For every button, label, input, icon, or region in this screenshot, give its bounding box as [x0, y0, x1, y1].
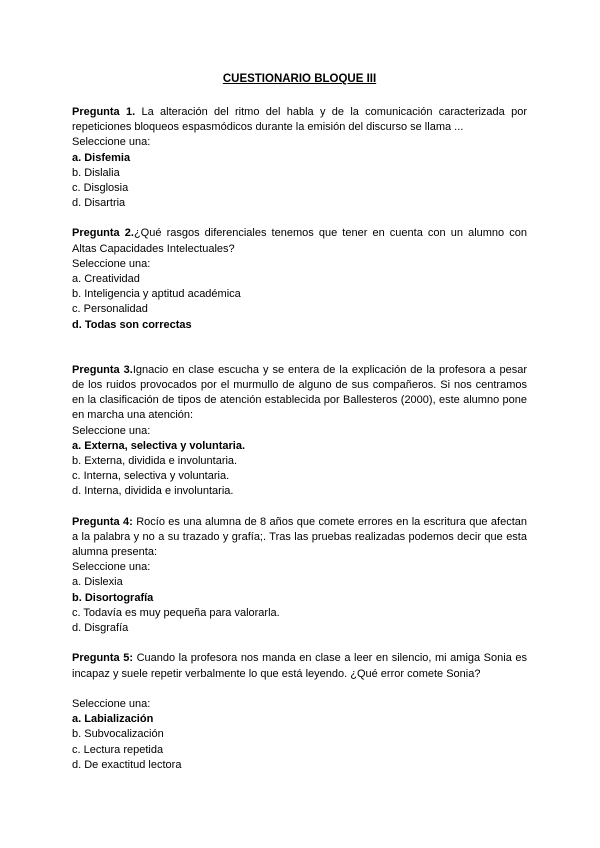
- question-5: [72, 651, 527, 773]
- question-3-label: Pregunta 3.: [72, 363, 133, 376]
- question-4: [72, 515, 527, 637]
- question-4-option-c: c. Todavía es muy pequeña para valorarla.: [72, 606, 280, 619]
- question-5-option-a: a. Labialización: [72, 713, 154, 726]
- question-4-prompt: Seleccione una:: [72, 561, 151, 574]
- question-3-option-c: c. Interna, selectiva y voluntaria.: [72, 470, 230, 483]
- question-5-prompt: Seleccione una:: [72, 697, 151, 710]
- question-2-label: Pregunta 2.: [72, 227, 134, 240]
- question-2-option-d: d. Todas son correctas: [72, 318, 192, 331]
- question-4-stem: [72, 515, 527, 561]
- question-3-option-a: a. Externa, selectiva y voluntaria.: [72, 439, 246, 452]
- question-1-label: Pregunta 1.: [72, 106, 136, 118]
- question-1-stem: [72, 105, 527, 135]
- question-1-option-d: d. Disartria: [72, 197, 126, 210]
- question-2: [72, 226, 527, 332]
- question-4-label: Pregunta 4:: [72, 515, 133, 528]
- question-2-option-a: a. Creatividad: [72, 273, 140, 286]
- question-2-option-c: c. Personalidad: [72, 303, 148, 316]
- question-5-option-d: d. De exactitud lectora: [72, 758, 182, 771]
- question-4-option-b: b. Disortografía: [72, 591, 154, 604]
- page-title: CUESTIONARIO BLOQUE III: [222, 73, 377, 85]
- question-5-option-c: c. Lectura repetida: [72, 743, 164, 756]
- question-3-option-d: d. Interna, dividida e involuntaria.: [72, 485, 234, 498]
- question-3-stem: [72, 363, 527, 424]
- question-4-text: Rocío es una alumna de 8 años que comete errores en la escritura que afectan a la palabra y no a su trazado y grafía;. Tras las pruebas realizadas podemos decir que esta alumna presenta:: [72, 515, 527, 559]
- question-1-prompt: Seleccione una:: [72, 136, 151, 149]
- question-2-text: ¿Qué rasgos diferenciales tenemos que tener en cuenta con un alumno con Altas Capacidades Intelectuales?: [72, 227, 528, 255]
- question-3: [72, 363, 527, 500]
- question-5-label: Pregunta 5:: [72, 652, 134, 665]
- question-1-option-b: b. Dislalia: [72, 166, 120, 179]
- document-page: [72, 72, 527, 773]
- question-3-prompt: Seleccione una:: [72, 424, 151, 437]
- question-1-option-c: c. Disglosia: [72, 182, 129, 195]
- question-1: [72, 105, 527, 211]
- question-3-text: Ignacio en clase escucha y se entera de la explicación de la profesora a pesar de los ruidos provocados por el murmullo de alguno de sus compañeros. Si nos centramos en la clasificación de tipos de atención establecida por Ballesteros (2000), este alumno pone en marcha una atención:: [72, 363, 527, 422]
- question-1-text: La alteración del ritmo del habla y de la comunicación caracterizada por repeticiones bloqueos espasmódicos durante la emisión del discurso se llama ...: [72, 106, 527, 134]
- question-5-option-b: b. Subvocalización: [72, 728, 164, 741]
- question-2-stem: [72, 226, 527, 256]
- question-1-option-a: a. Disfemia: [72, 151, 131, 164]
- question-5-text: Cuando la profesora nos manda en clase a leer en silencio, mi amiga Sonia es incapaz y suele repetir verbalmente lo que está leyendo. ¿Qué error comete Sonia?: [72, 652, 527, 680]
- question-3-option-b: b. Externa, dividida e involuntaria.: [72, 455, 238, 468]
- question-4-option-d: d. Disgrafía: [72, 622, 129, 635]
- question-5-stem: [72, 651, 527, 681]
- question-2-prompt: Seleccione una:: [72, 257, 151, 270]
- question-4-option-a: a. Dislexia: [72, 576, 123, 589]
- question-2-option-b: b. Inteligencia y aptitud académica: [72, 288, 241, 301]
